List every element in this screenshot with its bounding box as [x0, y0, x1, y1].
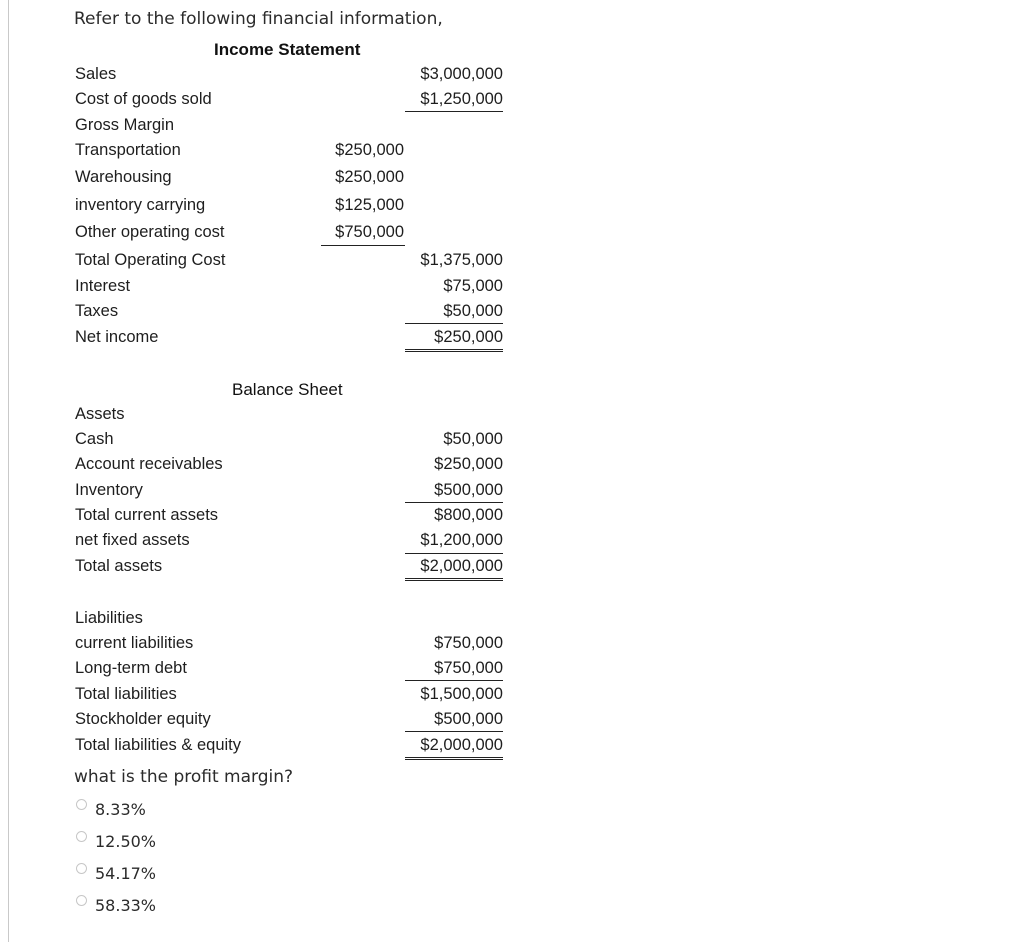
is-row-label: Cost of goods sold — [75, 90, 212, 108]
answer-option[interactable] — [76, 830, 156, 852]
bs-row-value: $750,000 — [434, 659, 503, 677]
balance-sheet-heading: Balance Sheet — [232, 380, 343, 399]
is-row-value: $250,000 — [335, 168, 404, 186]
bs-row-value: $2,000,000 — [420, 736, 503, 754]
answer-option[interactable] — [76, 798, 146, 820]
is-row-label: Total Operating Cost — [75, 251, 226, 269]
underline — [405, 323, 503, 324]
bs-row-value: $250,000 — [434, 455, 503, 473]
is-row-label: inventory carrying — [75, 196, 206, 214]
is-row-label: Sales — [75, 65, 117, 83]
radio-button[interactable] — [76, 863, 87, 874]
is-row-value: $250,000 — [434, 328, 503, 346]
underline — [405, 731, 503, 732]
is-row-value: $125,000 — [335, 196, 404, 214]
bs-row-value: $500,000 — [434, 710, 503, 728]
bs-row-label: Stockholder equity — [75, 710, 211, 728]
is-row-label: Net income — [75, 328, 159, 346]
option-label: 12.50% — [95, 831, 157, 851]
bs-row-value: $750,000 — [434, 634, 503, 652]
bs-row-label: Total assets — [75, 557, 163, 575]
underline — [405, 502, 503, 503]
double-underline — [405, 349, 503, 352]
left-border — [8, 0, 9, 942]
is-row-value: $1,250,000 — [420, 90, 503, 108]
is-row-value: $50,000 — [443, 302, 503, 320]
bs-row-value: $500,000 — [434, 481, 503, 499]
income-statement-heading: Income Statement — [214, 40, 361, 59]
is-row-label: Transportation — [75, 141, 181, 159]
bs-row-label: Total current assets — [75, 506, 219, 524]
underline — [405, 111, 503, 112]
bs-row-value: $800,000 — [434, 506, 503, 524]
intro-text: Refer to the following financial information, — [74, 9, 443, 29]
bs-row-label: Total liabilities — [75, 685, 177, 703]
bs-row-value: $1,500,000 — [420, 685, 503, 703]
underline — [405, 680, 503, 681]
is-row-label: Other operating cost — [75, 223, 225, 241]
double-underline — [405, 757, 503, 760]
bs-row-label: Total liabilities & equity — [75, 736, 241, 754]
is-row-value: $3,000,000 — [420, 65, 503, 83]
bs-row-label: Inventory — [75, 481, 143, 499]
answer-option[interactable] — [76, 862, 156, 884]
question-text: what is the profit margin? — [74, 767, 294, 787]
is-row-value: $250,000 — [335, 141, 404, 159]
bs-row-label: current liabilities — [75, 634, 194, 652]
radio-button[interactable] — [76, 831, 87, 842]
is-row-value: $1,375,000 — [420, 251, 503, 269]
option-label: 8.33% — [95, 799, 146, 819]
bs-row-value: $2,000,000 — [420, 557, 503, 575]
option-label: 54.17% — [95, 863, 157, 883]
assets-heading: Assets — [75, 405, 125, 423]
is-row-value: $75,000 — [443, 277, 503, 295]
radio-button[interactable] — [76, 799, 87, 810]
liabilities-heading: Liabilities — [75, 609, 143, 627]
bs-row-value: $50,000 — [443, 430, 503, 448]
underline — [405, 553, 503, 554]
is-row-value: $750,000 — [335, 223, 404, 241]
bs-row-label: Cash — [75, 430, 114, 448]
radio-button[interactable] — [76, 895, 87, 906]
is-row-label: Taxes — [75, 302, 119, 320]
option-label: 58.33% — [95, 895, 157, 915]
is-row-label: Interest — [75, 277, 131, 295]
bs-row-label: net fixed assets — [75, 531, 190, 549]
is-row-label: Gross Margin — [75, 116, 175, 134]
answer-option[interactable] — [76, 894, 156, 916]
underline — [321, 245, 405, 246]
bs-row-label: Account receivables — [75, 455, 223, 473]
double-underline — [405, 578, 503, 581]
is-row-label: Warehousing — [75, 168, 172, 186]
bs-row-value: $1,200,000 — [420, 531, 503, 549]
bs-row-label: Long-term debt — [75, 659, 187, 677]
